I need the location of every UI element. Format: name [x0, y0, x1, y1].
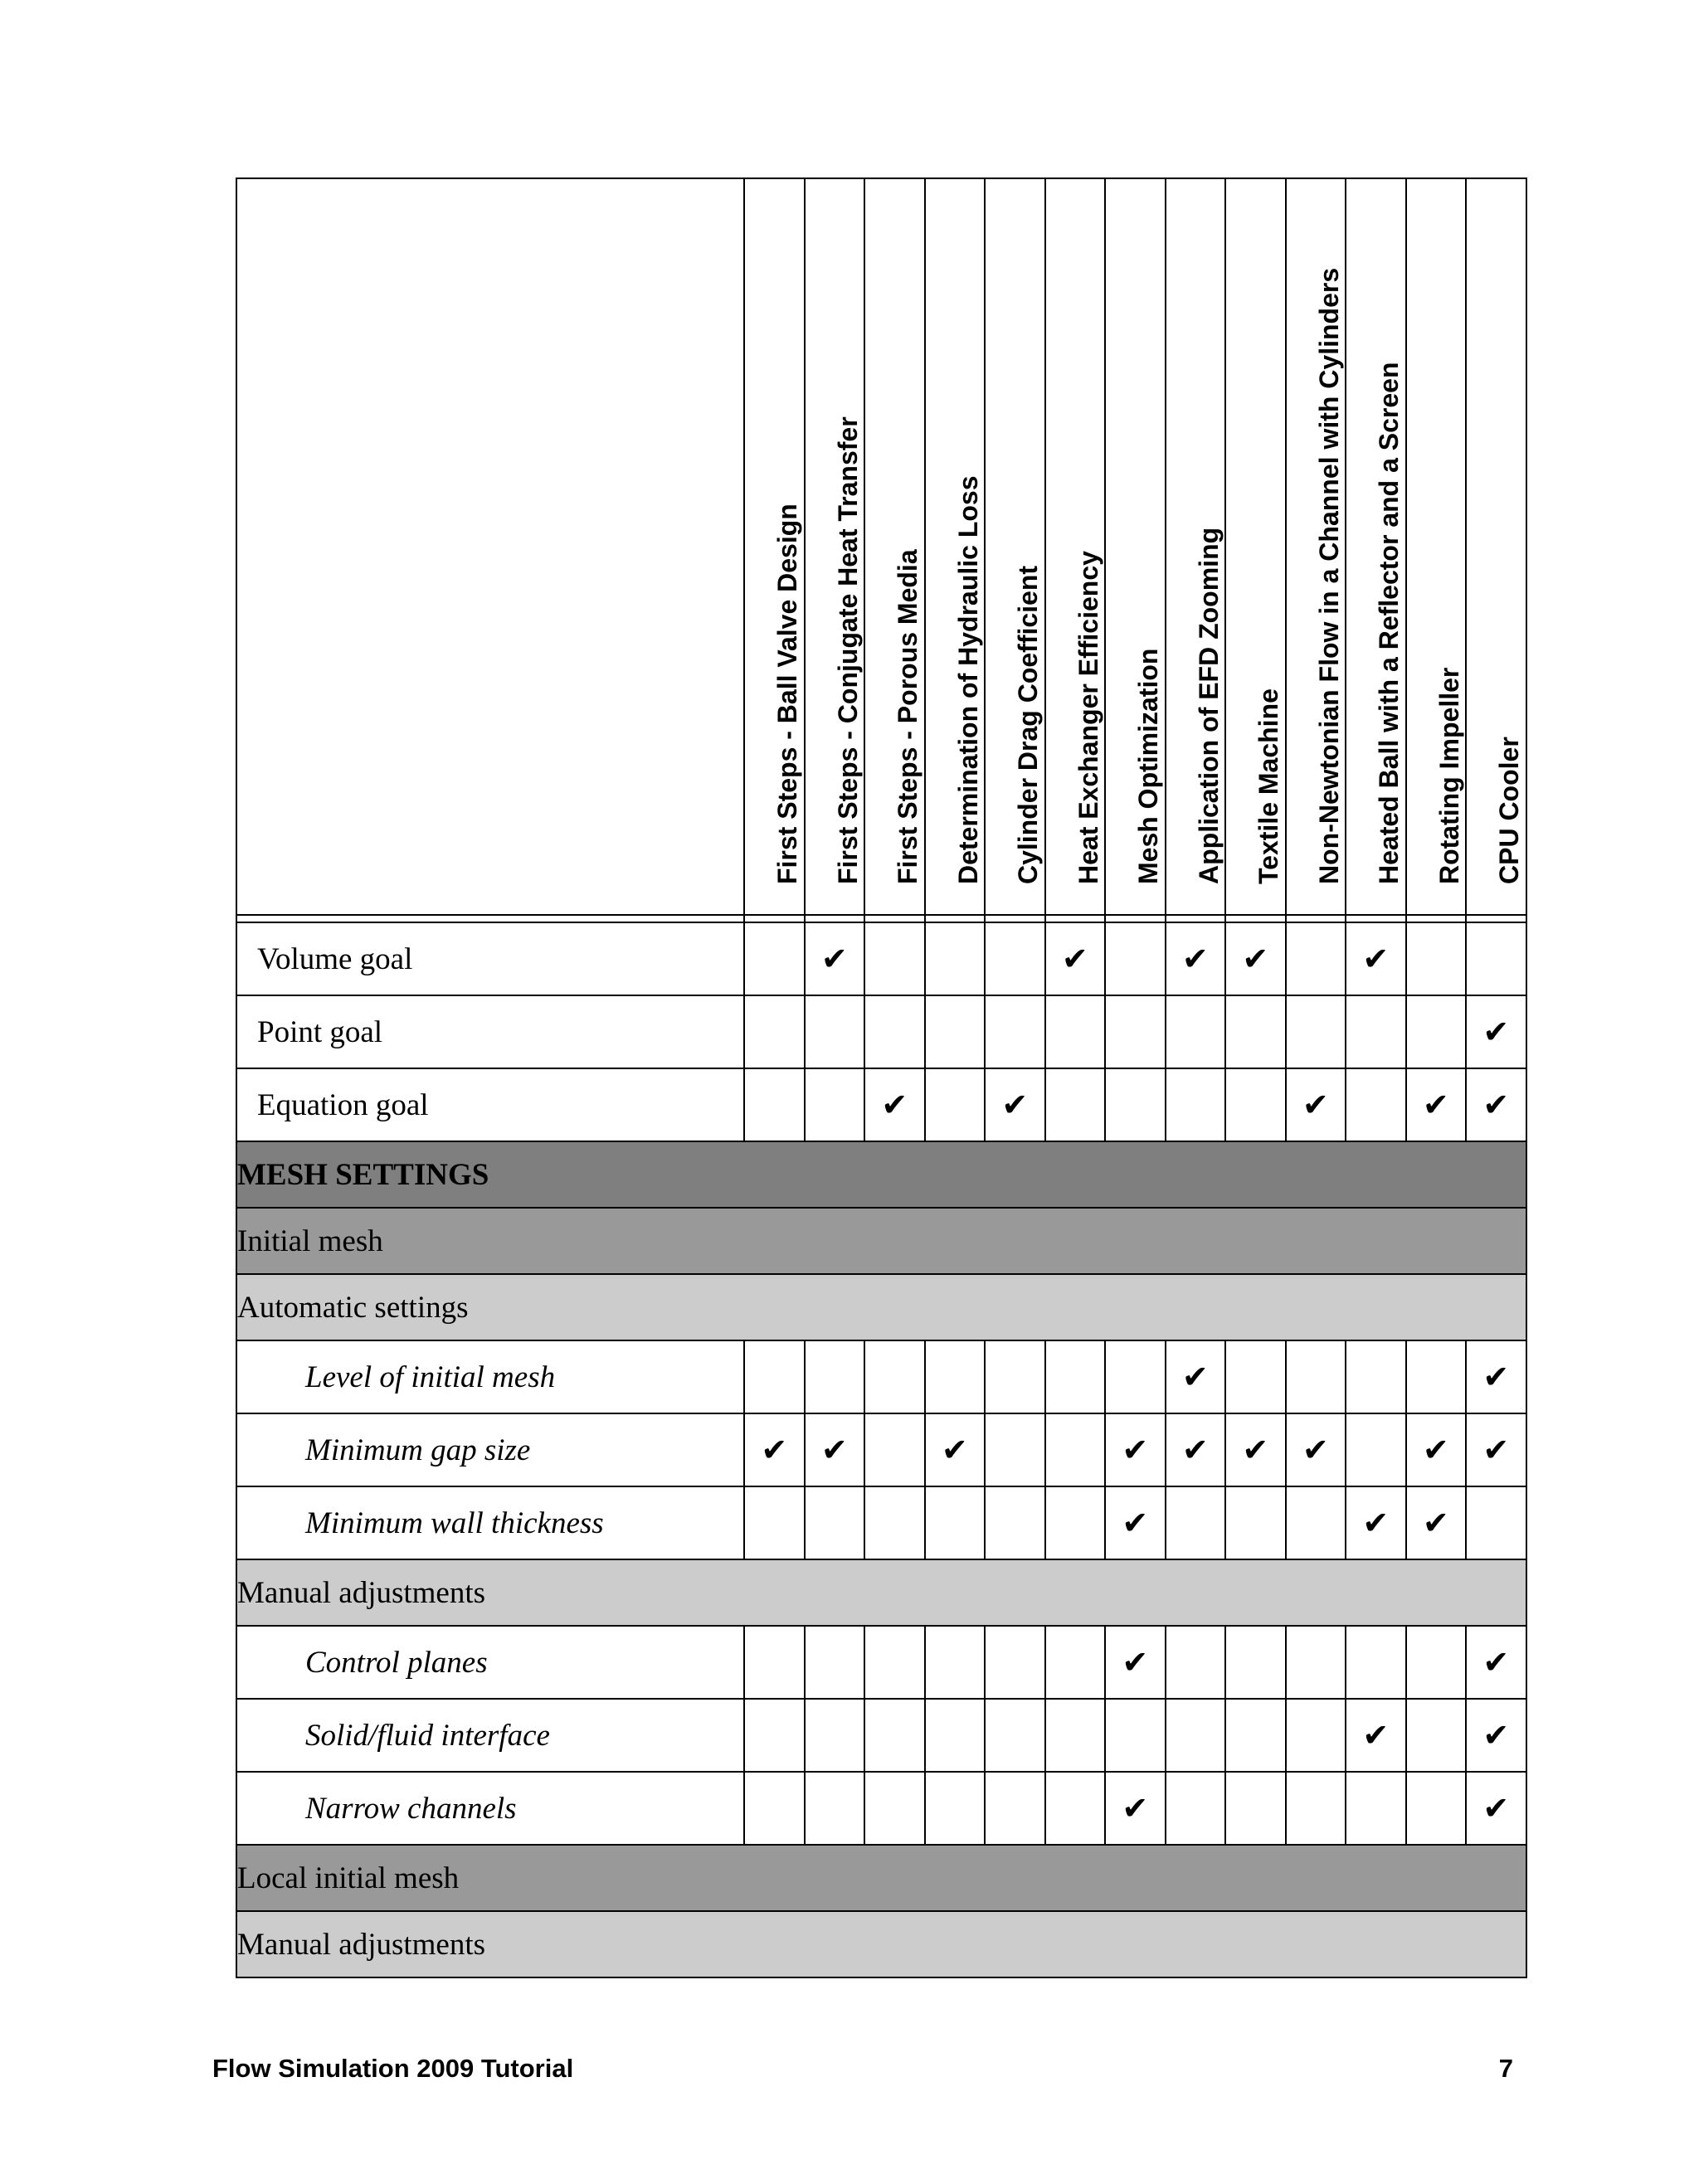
section-label: Initial mesh	[236, 1208, 1526, 1274]
column-header	[1466, 178, 1526, 915]
column-header-label: Cylinder Drag Coefficient	[1013, 565, 1044, 884]
checkmark-icon: ✔	[805, 922, 865, 995]
checkmark-icon: ✔	[1346, 922, 1406, 995]
empty-cell	[744, 995, 805, 1068]
empty-cell	[1105, 1340, 1166, 1413]
empty-cell	[744, 1340, 805, 1413]
column-header-label: First Steps - Ball Valve Design	[772, 503, 803, 884]
empty-cell	[1105, 995, 1166, 1068]
empty-cell	[744, 1699, 805, 1772]
checkmark-icon: ✔	[805, 1413, 865, 1486]
empty-cell	[1045, 1699, 1106, 1772]
empty-cell	[744, 1772, 805, 1845]
empty-cell	[1225, 1486, 1286, 1559]
row-label: Minimum gap size	[236, 1413, 744, 1486]
row-label: Equation goal	[236, 1068, 744, 1141]
empty-cell	[1045, 1340, 1106, 1413]
table-row	[236, 1340, 1526, 1413]
empty-cell	[805, 1486, 865, 1559]
empty-cell	[1045, 1772, 1106, 1845]
empty-cell	[805, 995, 865, 1068]
section-row	[236, 1845, 1526, 1911]
column-header-label: Non-Newtonian Flow in a Channel with Cylinders	[1313, 267, 1344, 884]
empty-cell	[744, 1068, 805, 1141]
empty-cell	[1406, 995, 1467, 1068]
empty-cell	[864, 922, 925, 995]
checkmark-icon: ✔	[1466, 1068, 1526, 1141]
section-row	[236, 1274, 1526, 1340]
section-label: MESH SETTINGS	[236, 1141, 1526, 1208]
empty-cell	[1105, 922, 1166, 995]
empty-cell	[1286, 1772, 1346, 1845]
empty-cell	[1286, 1340, 1346, 1413]
empty-cell	[805, 1340, 865, 1413]
column-header-label: Mesh Optimization	[1133, 648, 1164, 884]
checkmark-icon: ✔	[1406, 1413, 1467, 1486]
section-row	[236, 1559, 1526, 1626]
empty-cell	[1286, 995, 1346, 1068]
empty-cell	[744, 1486, 805, 1559]
checkmark-icon: ✔	[1105, 1626, 1166, 1699]
empty-cell	[985, 1340, 1045, 1413]
empty-cell	[925, 1772, 986, 1845]
empty-cell	[805, 1699, 865, 1772]
header-corner-cell	[236, 178, 744, 915]
row-label: Level of initial mesh	[236, 1340, 744, 1413]
empty-cell	[1225, 1699, 1286, 1772]
row-label: Minimum wall thickness	[236, 1486, 744, 1559]
column-header	[1225, 178, 1286, 915]
column-header-label: Heat Exchanger Efficiency	[1073, 551, 1103, 884]
checkmark-icon: ✔	[1466, 1340, 1526, 1413]
empty-cell	[1105, 1699, 1166, 1772]
empty-cell	[1346, 1626, 1406, 1699]
empty-cell	[1225, 1772, 1286, 1845]
empty-cell	[925, 1626, 986, 1699]
checkmark-icon: ✔	[1346, 1486, 1406, 1559]
checkmark-icon: ✔	[1105, 1772, 1166, 1845]
table-row	[236, 1413, 1526, 1486]
empty-cell	[864, 1340, 925, 1413]
table-row	[236, 1699, 1526, 1772]
checkmark-icon: ✔	[1166, 1340, 1226, 1413]
empty-cell	[1346, 995, 1406, 1068]
empty-cell	[744, 1626, 805, 1699]
empty-cell	[805, 1068, 865, 1141]
empty-cell	[1286, 1699, 1346, 1772]
empty-cell	[864, 1486, 925, 1559]
column-header-label: CPU Cooler	[1494, 737, 1525, 884]
column-header-label: Textile Machine	[1254, 688, 1284, 884]
table-row	[236, 1772, 1526, 1845]
empty-cell	[1045, 1068, 1106, 1141]
empty-cell	[1225, 1340, 1286, 1413]
empty-cell	[1346, 1068, 1406, 1141]
empty-cell	[864, 995, 925, 1068]
empty-cell	[985, 922, 1045, 995]
column-header-row	[236, 178, 1526, 915]
checkmark-icon: ✔	[1406, 1486, 1467, 1559]
checkmark-icon: ✔	[864, 1068, 925, 1141]
table-row	[236, 1486, 1526, 1559]
column-header	[1286, 178, 1346, 915]
empty-cell	[805, 1626, 865, 1699]
empty-cell	[1346, 1413, 1406, 1486]
empty-cell	[1166, 1486, 1226, 1559]
header-divider	[236, 915, 1526, 922]
empty-cell	[1286, 1626, 1346, 1699]
row-label: Volume goal	[236, 922, 744, 995]
table-row	[236, 1068, 1526, 1141]
empty-cell	[925, 1340, 986, 1413]
empty-cell	[925, 922, 986, 995]
empty-cell	[1406, 1626, 1467, 1699]
column-header	[985, 178, 1045, 915]
checkmark-icon: ✔	[925, 1413, 986, 1486]
empty-cell	[925, 1486, 986, 1559]
empty-cell	[1466, 1486, 1526, 1559]
empty-cell	[744, 922, 805, 995]
checkmark-icon: ✔	[1466, 1413, 1526, 1486]
empty-cell	[985, 1486, 1045, 1559]
checkmark-icon: ✔	[1406, 1068, 1467, 1141]
table-row	[236, 922, 1526, 995]
empty-cell	[1166, 1626, 1226, 1699]
column-header	[925, 178, 986, 915]
checkmark-icon: ✔	[1225, 922, 1286, 995]
empty-cell	[805, 1772, 865, 1845]
checkmark-icon: ✔	[1466, 995, 1526, 1068]
empty-cell	[1406, 1340, 1467, 1413]
empty-cell	[1045, 1413, 1106, 1486]
empty-cell	[1286, 922, 1346, 995]
checkmark-icon: ✔	[1466, 1626, 1526, 1699]
column-header	[1045, 178, 1106, 915]
column-header	[1406, 178, 1467, 915]
tutorial-feature-matrix	[236, 178, 1527, 1978]
empty-cell	[1045, 1626, 1106, 1699]
checkmark-icon: ✔	[1105, 1413, 1166, 1486]
empty-cell	[925, 995, 986, 1068]
empty-cell	[1406, 922, 1467, 995]
empty-cell	[985, 1413, 1045, 1486]
checkmark-icon: ✔	[1286, 1413, 1346, 1486]
empty-cell	[1225, 1626, 1286, 1699]
column-header-label: First Steps - Porous Media	[893, 549, 923, 884]
table-row	[236, 995, 1526, 1068]
empty-cell	[985, 1699, 1045, 1772]
column-header	[1105, 178, 1166, 915]
empty-cell	[1166, 995, 1226, 1068]
empty-cell	[1346, 1772, 1406, 1845]
section-label: Manual adjustments	[236, 1559, 1526, 1626]
column-header	[744, 178, 805, 915]
empty-cell	[1406, 1699, 1467, 1772]
section-row	[236, 1208, 1526, 1274]
column-header	[805, 178, 865, 915]
empty-cell	[864, 1626, 925, 1699]
empty-cell	[1166, 1772, 1226, 1845]
empty-cell	[864, 1772, 925, 1845]
empty-cell	[925, 1068, 986, 1141]
column-header-label: Heated Ball with a Reflector and a Screen	[1374, 362, 1404, 884]
section-row	[236, 1911, 1526, 1977]
section-row	[236, 1141, 1526, 1208]
row-label: Control planes	[236, 1626, 744, 1699]
checkmark-icon: ✔	[1466, 1699, 1526, 1772]
empty-cell	[1346, 1340, 1406, 1413]
checkmark-icon: ✔	[1166, 922, 1226, 995]
column-header-label: Determination of Hydraulic Loss	[952, 475, 983, 884]
column-header	[1166, 178, 1226, 915]
checkmark-icon: ✔	[985, 1068, 1045, 1141]
empty-cell	[985, 1626, 1045, 1699]
row-label: Narrow channels	[236, 1772, 744, 1845]
empty-cell	[985, 1772, 1045, 1845]
row-label: Solid/fluid interface	[236, 1699, 744, 1772]
column-header-label: Application of EFD Zooming	[1193, 527, 1224, 884]
empty-cell	[925, 1699, 986, 1772]
checkmark-icon: ✔	[1045, 922, 1106, 995]
empty-cell	[1045, 1486, 1106, 1559]
section-label: Automatic settings	[236, 1274, 1526, 1340]
empty-cell	[1166, 1699, 1226, 1772]
column-header	[864, 178, 925, 915]
empty-cell	[1045, 995, 1106, 1068]
empty-cell	[864, 1413, 925, 1486]
checkmark-icon: ✔	[1225, 1413, 1286, 1486]
empty-cell	[1286, 1486, 1346, 1559]
empty-cell	[1105, 1068, 1166, 1141]
empty-cell	[1466, 922, 1526, 995]
row-label: Point goal	[236, 995, 744, 1068]
empty-cell	[1225, 995, 1286, 1068]
column-header-label: Rotating Impeller	[1434, 667, 1464, 884]
footer-title: Flow Simulation 2009 Tutorial	[212, 2054, 574, 2083]
empty-cell	[1166, 1068, 1226, 1141]
checkmark-icon: ✔	[1346, 1699, 1406, 1772]
empty-cell	[1225, 1068, 1286, 1141]
checkmark-icon: ✔	[1286, 1068, 1346, 1141]
checkmark-icon: ✔	[1166, 1413, 1226, 1486]
checkmark-icon: ✔	[1105, 1486, 1166, 1559]
section-label: Local initial mesh	[236, 1845, 1526, 1911]
column-header	[1346, 178, 1406, 915]
empty-cell	[985, 995, 1045, 1068]
empty-cell	[864, 1699, 925, 1772]
section-label: Manual adjustments	[236, 1911, 1526, 1977]
column-header-label: First Steps - Conjugate Heat Transfer	[832, 416, 863, 884]
checkmark-icon: ✔	[744, 1413, 805, 1486]
table-row	[236, 1626, 1526, 1699]
checkmark-icon: ✔	[1466, 1772, 1526, 1845]
page-number: 7	[1498, 2054, 1513, 2083]
empty-cell	[1406, 1772, 1467, 1845]
